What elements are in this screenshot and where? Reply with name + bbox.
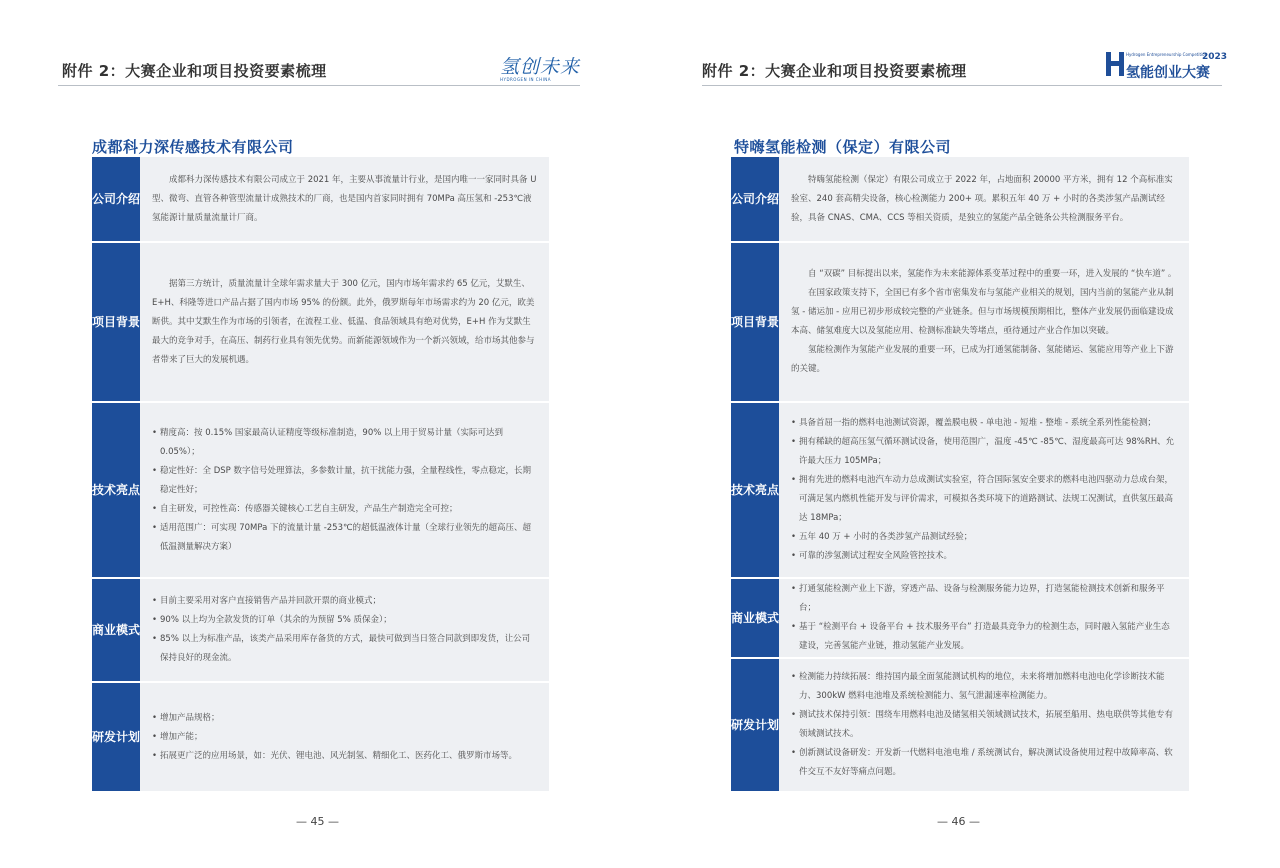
row-body [779,243,1189,401]
table-row [731,243,1189,403]
list-item: • 90% 以上均为全款发货的订单（其余的为预留 5% 质保金）； [152,611,537,630]
paragraph: 成都科力深传感技术有限公司成立于 2021 年，主要从事流量计行业，是国内唯一一家同时具备 U 型、微弯、直管各种管型流量计成熟技术的厂商，也是国内首家同时拥有 70MPa 高压氢和 -253℃液氢能源计量质量流量计厂商。 [152,174,537,223]
hydrogen-in-china-logo [500,52,584,82]
company-name: 特嗨氢能检测（保定）有限公司 [734,138,952,156]
table-row [92,683,549,793]
row-label: 商业 模式 [92,579,140,681]
paragraph: 据第三方统计，质量流量计全球年需求量大于 300 亿元，国内市场年需求约 65 亿元，艾默生、E+H、科隆等进口产品占据了国内市场 95% 的份额。此外，俄罗斯每年市场需求约为 20 亿元，欧美断供。其中艾默生作为市场的引领者，在流程工业、低温、食品领域具有绝对优势，E+H 作为艾默生最大的竞争对手，在高压、制药行业具有领先优势。而新能源领域作为一个新兴领域，给市场其他参与者带来了巨大的发展机遇。 [152,278,535,365]
header-divider [702,85,1222,86]
table-row [92,157,549,243]
h-letter-icon [1106,52,1124,76]
row-label: 商业 模式 [731,579,779,657]
list-item: • 目前主要采用对客户直接销售产品并回款开票的商业模式； [152,592,537,611]
list-item: • 适用范围广：可实现 70MPa 下的流量计量 -253℃的超低温液体计量（全球行业领先的超高压、超低温测量解决方案） [152,519,537,557]
row-body [140,157,549,241]
list-item: • 85% 以上为标准产品，该类产品采用库存备货的方式，最快可做到当日签合同款到即发货，让公司保持良好的现金流。 [152,630,537,668]
header-title: 附件 2：大赛企业和项目投资要素梳理 [62,62,327,80]
header-divider [58,85,580,86]
list-item: • 创新测试设备研发：开发新一代燃料电池电堆 / 系统测试台，解决测试设备使用过程中故障率高、软件交互不友好等痛点问题。 [791,744,1177,782]
paragraph: 自 “双碳” 目标提出以来，氢能作为未来能源体系变革过程中的重要一环，进入发展的 “快车道” 。 [808,269,1177,279]
row-body [779,579,1189,657]
logo-subtext: HYDROGEN IN CHINA [500,77,552,82]
list-item: • 打通氢能检测产业上下游，穿透产品、设备与检测服务能力边界，打造氢能检测技术创新和服务平台； [791,580,1177,618]
row-label: 公司 介绍 [731,157,779,241]
list-item: • 拥有稀缺的超高压氢气循环测试设备，使用范围广，温度 -45℃ -85℃、湿度最高可达 98%RH、允许最大压力 105MPa； [791,433,1177,471]
list-item: • 五年 40 万 + 小时的各类涉氢产品测试经验； [791,528,1177,547]
table-row [731,579,1189,659]
row-label: 技术 亮点 [731,403,779,577]
row-label: 技术 亮点 [92,403,140,577]
right-page [640,0,1280,868]
paragraph: 特嗨氢能检测（保定）有限公司成立于 2022 年，占地面积 20000 平方米，拥有 12 个高标准实验室、240 套高精尖设备，核心检测能力 200+ 项。累积五年 40 万 + 小时的各类涉氢产品测试经验，具备 CNAS、CMA、CCS 等相关资质，是独立的氢能产品全链条公共检测服务平台。 [791,174,1173,223]
list-item: • 自主研发，可控性高：传感器关键核心工艺自主研发，产品生产制造完全可控； [152,500,537,519]
page-number: — 45 — [296,815,339,828]
competition-logo [1106,50,1226,80]
company-name: 成都科力深传感技术有限公司 [92,138,294,156]
table-row [92,243,549,403]
list-item: • 拥有先进的燃料电池汽车动力总成测试实验室，符合国际氢安全要求的燃料电池四驱动力总成台架，可满足氢内燃机性能开发与评价需求，可模拟各类环境下的道路测试、法规工况测试，直供氢压最高达 18MPa； [791,471,1177,528]
list-item: • 精度高：按 0.15% 国家最高认证精度等级标准制造，90% 以上用于贸易计量（实际可达到 0.05%）； [152,424,537,462]
table-row [731,157,1189,243]
row-body [140,683,549,791]
row-label: 公司 介绍 [92,157,140,241]
list-item: • 可靠的涉氢测试过程安全风险管控技术。 [791,547,1177,566]
row-body [779,659,1189,791]
paragraph: 在国家政策支持下，全国已有多个省市密集发布与氢能产业相关的规划，国内当前的氢能产业从制氢 - 储运加 - 应用已初步形成较完整的产业链条。但与市场规模预期相比，整体产业发展仍面临建设成本高、储氢难度大以及氢能应用、检测标准缺失等堵点，亟待通过产业合作加以突破。 [791,288,1174,336]
info-table [731,157,1189,793]
logo-text: 氢创未来 [500,56,581,78]
row-label: 项目 背景 [92,243,140,401]
logo-big-text: 氢能创业大赛 [1126,65,1210,81]
table-row [731,403,1189,579]
list-item: • 增加产能； [152,728,537,747]
row-body [140,403,549,577]
list-item: • 基于 “检测平台 + 设备平台 + 技术服务平台” 打造最具竞争力的检测生态，同时融入氢能产业生态建设，完善氢能产业链，推动氢能产业发展。 [791,618,1177,656]
header-title: 附件 2：大赛企业和项目投资要素梳理 [702,62,967,80]
list-item: • 检测能力持续拓展：维持国内最全面氢能测试机构的地位，未来将增加燃料电池电化学诊断技术能力、300kW 燃料电池堆及系统检测能力、氢气泄漏速率检测能力。 [791,668,1177,706]
list-item: • 测试技术保持引领：围绕车用燃料电池及储氢相关领域测试技术，拓展至船用、热电联供等其他专有领域测试技术。 [791,706,1177,744]
paragraph: 氢能检测作为氢能产业发展的重要一环，已成为打通氢能制备、氢能储运、氢能应用等产业上下游的关键。 [791,345,1174,374]
table-row [92,579,549,683]
table-row [731,659,1189,793]
row-label: 研发 计划 [92,683,140,791]
page-number: — 46 — [937,815,980,828]
row-body [779,403,1189,577]
list-item: • 稳定性好：全 DSP 数字信号处理算法，多参数计量，抗干扰能力强，全量程线性，零点稳定，长期稳定性好； [152,462,537,500]
row-body [140,243,549,401]
row-label: 研发 计划 [731,659,779,791]
row-body [779,157,1189,241]
info-table [92,157,549,793]
table-row [92,403,549,579]
list-item: • 具备首屈一指的燃料电池测试资源，覆盖膜电极 - 单电池 - 短堆 - 整堆 - 系统全系列性能检测； [791,414,1177,433]
row-body [140,579,549,681]
list-item: • 增加产品规格； [152,709,537,728]
logo-year: 2023 [1202,52,1228,62]
list-item: • 拓展更广泛的应用场景，如：光伏、锂电池、风光制氢、精细化工、医药化工、俄罗斯市场等。 [152,747,537,766]
row-label: 项目 背景 [731,243,779,401]
logo-small-text: Hydrogen Entrepreneurship Competition [1126,52,1208,57]
